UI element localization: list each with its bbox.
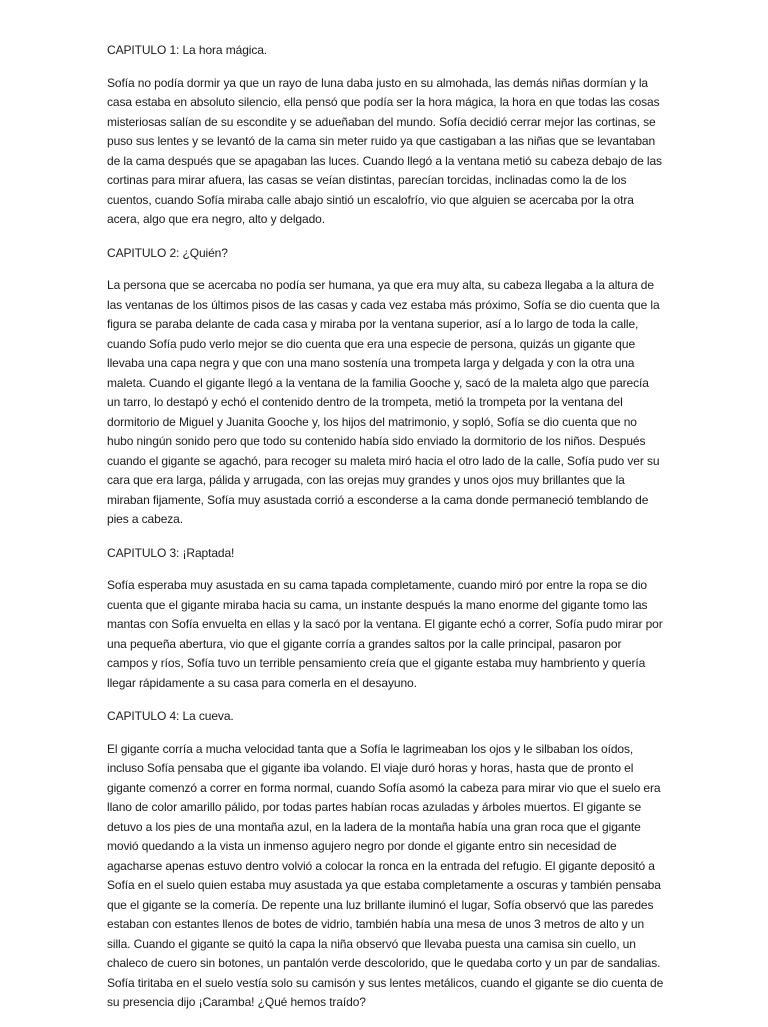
chapter-1 — [107, 41, 665, 230]
chapter-title: CAPITULO 1: La hora mágica. — [107, 43, 268, 57]
chapter-2 — [107, 244, 665, 530]
chapter-body: La persona que se acercaba no podía ser humana, ya que era muy alta, su cabeza llegaba a la altura de las ventanas de los últimos pisos de las casas y cada vez estaba más próximo, Sofía se dio cuenta que la figura se paraba delante de cada casa y miraba por la ventana superior, así a lo largo de toda la calle, cuando Sofía pudo verlo mejor se dio cuenta que era una especie de persona, quizás un gigante que llevaba una capa negra y que con una mano sostenía una trompeta larga y delgada y con la otra una maleta. Cuando el gigante llegó a la ventana de la familia Gooche y, sacó de la maleta algo que parecía un tarro, lo destapó y echó el contenido dentro de la trompeta, metió la trompeta por la ventana del dormitorio de Miguel y Juanita Gooche y, los hijos del matrimonio, y sopló, Sofía se dio cuenta que no hubo ningún sonido pero que todo su contenido había sido enviado la dormitorio de los niños. Después cuando el gigante se agachó, para recoger su maleta miró hacia el otro lado de la calle, Sofía pudo ver su cara que era larga, pálida y arrugada, con las orejas muy grandes y unos ojos muy brillantes que la miraban fijamente, Sofía muy asustada corrió a esconderse a la cama donde permaneció temblando de pies a cabeza. — [107, 278, 660, 526]
chapter-3 — [107, 544, 665, 694]
document-page — [107, 41, 665, 1027]
chapter-4 — [107, 707, 665, 1013]
chapter-body: Sofía no podía dormir ya que un rayo de luna daba justo en su almohada, las demás niñas dormían y la casa estaba en absoluto silencio, ella pensó que podía ser la hora mágica, la hora en que todas las cosas misteriosas salían de su escondite y se adueñaban del mundo. Sofía decidió cerrar mejor las cortinas, se puso sus lentes y se levantó de la cama sin meter ruido ya que castigaban a las niñas que se levantaban de la cama después que se apagaban las luces. Cuando llegó a la ventana metió su cabeza debajo de las cortinas para mirar afuera, las casas se veían distintas, parecían torcidas, inclinadas como la de los cuentos, cuando Sofía miraba calle abajo sintió un escalofrío, vio que alguien se acercaba por la otra acera, algo que era negro, alto y delgado. — [107, 75, 662, 226]
chapter-body: El gigante corría a mucha velocidad tanta que a Sofía le lagrimeaban los ojos y le silbaban los oídos, incluso Sofía pensaba que el gigante iba volando. El viaje duró horas y horas, hasta que de pronto el gigante comenzó a correr en forma normal, cuando Sofía asomó la cabeza para mirar vio que el suelo era llano de color amarillo pálido, por todas partes habían rocas azuladas y árboles muertos. El gigante se detuvo a los pies de una montaña azul, en la ladera de la montaña había una gran roca que el gigante movió quedando a la vista un inmenso agujero negro por donde el gigante entro sin necesidad de agacharse apenas estuvo dentro volvió a colocar la ronca en la entrada del refugio. El gigante depositó a Sofía en el suelo quien estaba muy asustada ya que estaba completamente a oscuras y también pensaba que el gigante se la comería. De repente una luz brillante iluminó el lugar, Sofía observó que las paredes estaban con estantes llenos de botes de vidrio, también había una mesa de unos 3 metros de alto y un silla. Cuando el gigante se quitó la capa la niña observó que llevaba puesta una camisa sin cuello, un chaleco de cuero sin botones, un pantalón verde descolorido, que le quedaba corto y un par de sandalias. Sofía tiritaba en el suelo vestía solo su camisón y sus lentes metálicos, cuando el gigante se dio cuenta de su presencia dijo ¡Caramba! ¿Qué hemos traído? — [107, 741, 664, 1009]
chapter-title: CAPITULO 3: ¡Raptada! — [107, 545, 235, 560]
chapter-title: CAPITULO 4: La cueva. — [107, 709, 234, 723]
chapter-body: Sofía esperaba muy asustada en su cama tapada completamente, cuando miró por entre la ropa se dio cuenta que el gigante miraba hacia su cama, un instante después la mano enorme del gigante tomo las mantas con Sofía envuelta en ellas y la sacó por la ventana. El gigante echó a correr, Sofía pudo mirar por una pequeña abertura, vio que el gigante corría a grandes saltos por la calle principal, pasaron por campos y ríos, Sofía tuvo un terrible pensamiento creía que el gigante estaba muy hambriento y quería llegar rápidamente a su casa para comerla en el desayuno. — [107, 578, 663, 690]
chapter-title: CAPITULO 2: ¿Quién? — [107, 245, 228, 260]
